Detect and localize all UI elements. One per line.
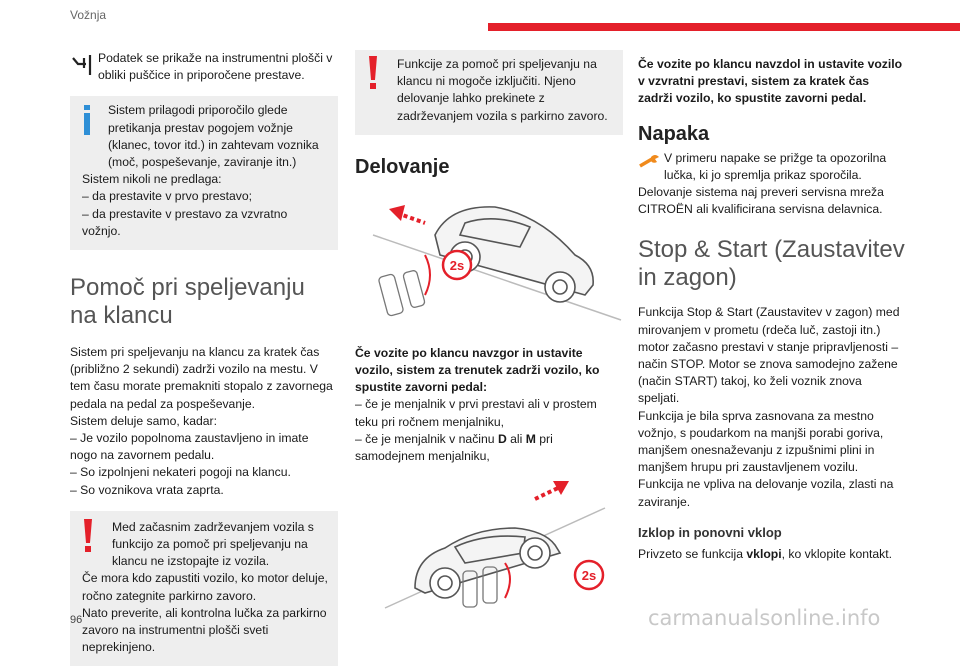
warning-box-line: Med začasnim zadrževanjem vozila s funkcijo za pomoč pri speljevanju na klancu ne izstopajte iz vozila. [112,519,314,569]
section-heading-fault: Napaka [638,122,710,145]
section-heading-operation: Delovanje [355,155,450,178]
section-heading-hill-start: Pomoč pri speljevanju na klancu [70,274,305,330]
watermark: carmanualsonline.info [648,606,881,630]
body-paragraph: Funkcija je bila sprva zasnovana za mestno vožnjo, s poudarkom na manjši porabi goriva, manjšem onesnaževanju z izpušnimi plini in manjšem hrupu pri zaustavljenem vozilu. [638,408,884,475]
shift-note-text: Podatek se prikaže na instrumentni plošči v obliki puščice in priporočene prestave. [98,51,333,83]
uphill-text [355,345,623,465]
hill-start-body [70,344,338,499]
info-icon [82,102,108,171]
uphill-illustration [355,185,623,335]
fault-text-2: Delovanje sistema naj preveri servisna mreža CITROËN ali kvalificirana servisna delavnica. [638,185,884,217]
uphill-arrow-icon [389,205,425,223]
warning-icon [367,56,397,125]
body-list-item: – So izpolnjeni nekateri pogoji na klancu. [70,465,291,480]
downhill-heading: Če vozite po klancu navzdol in ustavite vozilo v vzvratni prestavi, sistem za kratek čas zadrži vozilo, ko spustite zavorni pedal. [638,57,903,106]
timer-label: 2s [581,568,597,584]
column-middle [355,50,623,613]
fault-text: V primeru napake se prižge ta opozorilna lučka, ki jo spremlja prikaz sporočila. [664,150,887,182]
warning-box-line: Nato preverite, ali kontrolna lučka za parkirno zavoro na instrumentni plošči sveti neprekinjeno. [82,605,327,655]
body-paragraph: Privzeto se funkcija vklopi, ko vklopite kontakt. [638,546,893,561]
downhill-arrow-icon [535,481,569,499]
header-accent-bar [488,23,960,31]
pedals-icon [378,255,430,316]
page-number: 96 [70,614,83,626]
timer-label: 2s [449,257,465,273]
gear-shift-arrow-icon [70,50,98,84]
body-paragraph: Sistem pri speljevanju na klancu za kratek čas (približno 2 sekundi) zadrži vozilo na mestu. V tem času morate premakniti stopalo z zavornega pedala na pedal za pospeševanje. [70,345,333,411]
info-box-line: Sistem nikoli ne predlaga: [82,172,222,187]
car-downhill-icon [415,528,560,598]
info-box [70,96,338,250]
header-section-title: Vožnja [70,8,107,22]
shift-note [70,50,338,84]
info-box-line: – da prestavite v prestavo za vzvratno vožnjo. [82,206,288,238]
body-list-item: – So voznikova vrata zaprta. [70,482,224,497]
timer-badge [575,561,603,589]
stop-start-body [638,304,906,510]
section-heading-stop-start: Stop & Start (Zaustavitev in zagon) [638,236,905,292]
timer-badge [443,251,471,279]
warning-icon [82,519,112,571]
body-paragraph: Funkcija Stop & Start (Zaustavitev v zagon) med mirovanjem v prometu (rdeča luč, zastoji itn.) motor začasno prestavi v stanje pripravljenosti – način STOP. Motor se znova samodejno zažene (način START) takoj, ko želi voznik znova speljati. [638,305,900,406]
warning-box [355,50,623,135]
warning-box-line: Če mora kdo zapustiti vozilo, ko motor deluje, ročno zategnite parkirno zavoro. [82,571,328,603]
column-left [70,50,338,666]
downhill-illustration [355,473,623,613]
subheading-disable-enable: Izklop in ponovni vklop [638,524,782,540]
info-box-line: – da prestavite v prvo prestavo; [82,189,253,204]
warning-box-text: Funkcije za pomoč pri speljevanju na klancu ni mogoče izključiti. Njeno delovanje lahko prekinete z zadrževanjem vozila s parkirno zavoro. [397,57,608,123]
warning-box [70,511,338,666]
uphill-list-item: – če je menjalnik v načinu D ali M pri samodejnem menjalniku, [355,431,553,464]
info-box-line: Sistem prilagodi priporočilo glede pretikanja prestav pogojem vožnje (klanec, tovor itd.) in zahtevam voznika (moč, pospeševanje, zaviranje itn.) [108,103,319,170]
uphill-heading: Če vozite po klancu navzgor in ustavite vozilo, sistem za trenutek zadrži vozilo, ko spustite zavorni pedal: [355,345,600,395]
uphill-list-item: – če je menjalnik v prvi prestavi ali v prostem teku pri ročnem menjalniku, [355,397,597,429]
column-right [638,50,906,563]
body-list-item: – Je vozilo popolnoma zaustavljeno in imate nogo na zavornem pedalu. [70,431,309,463]
fault-note [638,150,906,219]
body-paragraph: Funkcija ne vpliva na delovanje vozila, zlasti na zaviranje. [638,477,894,509]
wrench-icon [638,150,664,184]
body-paragraph: Sistem deluje samo, kadar: [70,413,217,428]
